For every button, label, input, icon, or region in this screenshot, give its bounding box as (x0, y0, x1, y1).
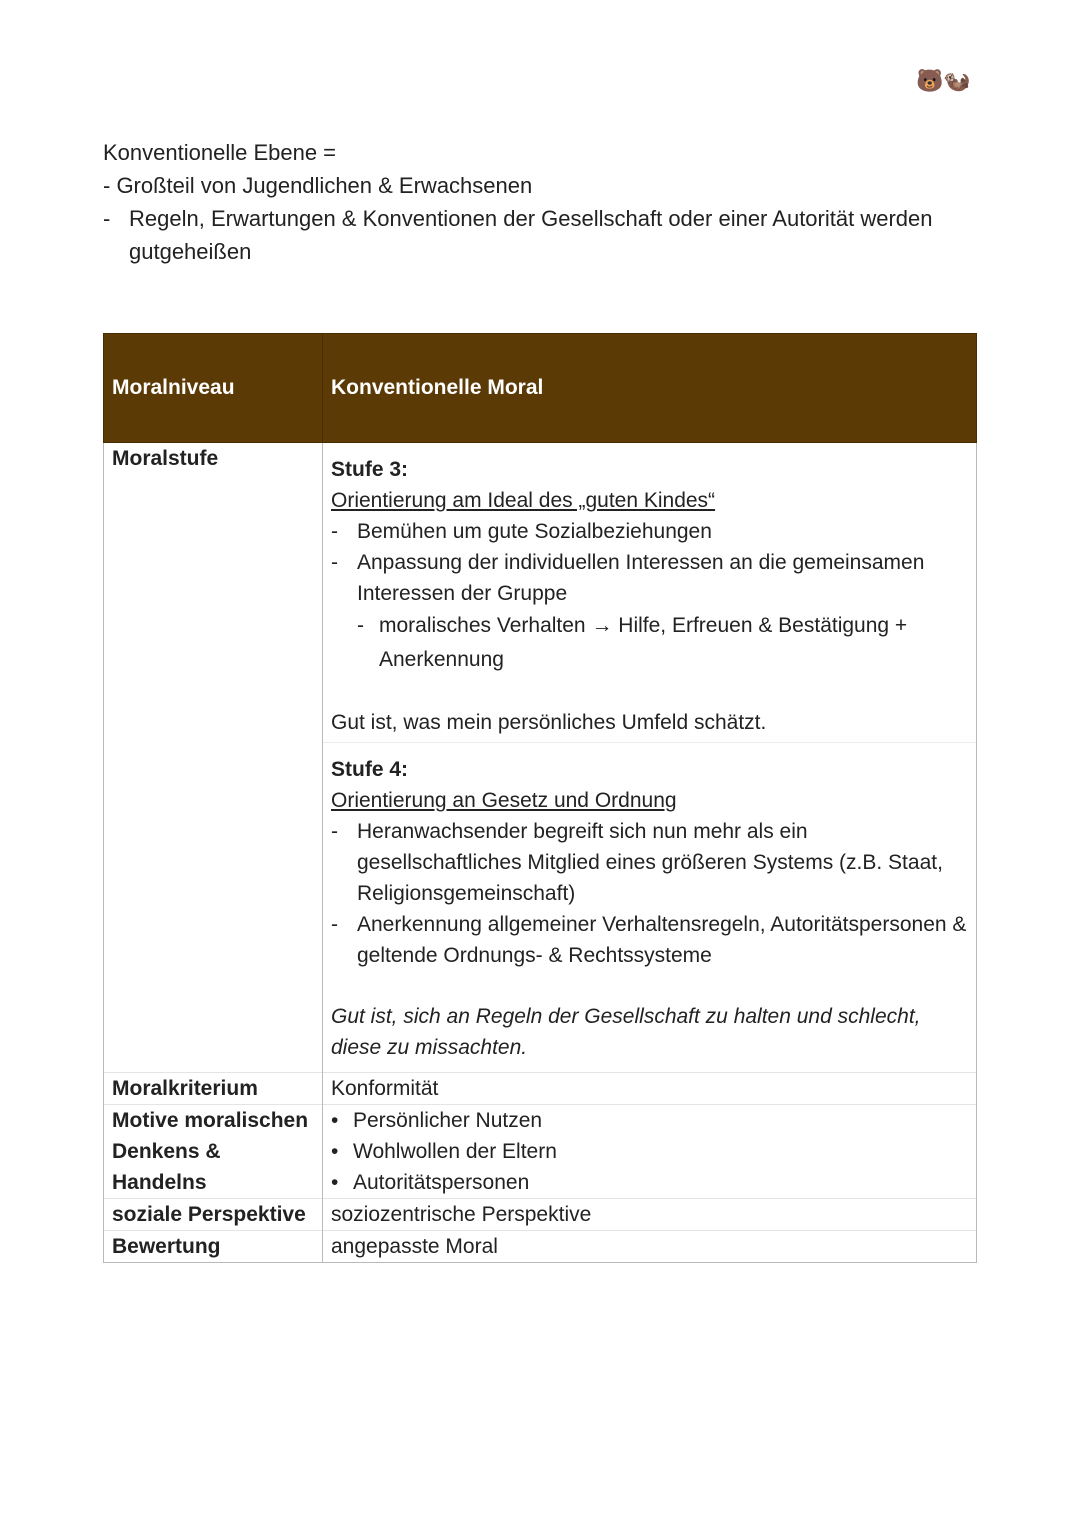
stufe-4-block (323, 742, 976, 1072)
table-row-moralkriterium (104, 1073, 977, 1105)
table-row-motive (104, 1105, 977, 1199)
table-header-row (104, 334, 977, 443)
stufe-3-title: Stufe 3: (331, 458, 409, 481)
list-item: • Wohlwollen der Eltern (331, 1140, 557, 1163)
intro-item (103, 202, 963, 268)
otter-icon: 🦦 (943, 68, 971, 93)
list-item: - Heranwachsender begreift sich nun mehr als ein gesellschaftliches Mitglied eines größeren Systems (z.B. Staat, Religionsgemeinschaft) (331, 820, 943, 905)
intro-title: Konventionelle Ebene = (103, 140, 337, 165)
stufe-4-title: Stufe 4: (331, 758, 409, 781)
row-label: Motive moralischen Denkens & Handelns (104, 1105, 323, 1199)
table-row-perspektive (104, 1199, 977, 1231)
intro-section (103, 136, 963, 268)
row-label: Moralstufe (104, 443, 323, 1073)
row-value: Konformität (323, 1073, 977, 1105)
emoji-decoration (916, 68, 971, 94)
list-item: - moralisches Verhalten → Hilfe, Erfreuen & Bestätigung + Anerkennung (357, 614, 908, 671)
row-label: Moralkriterium (104, 1073, 323, 1105)
header-cell-konventionelle-moral: Konventionelle Moral (323, 334, 977, 443)
row-label: soziale Perspektive (104, 1199, 323, 1231)
list-item: - Bemühen um gute Sozialbeziehungen (331, 520, 712, 543)
list-item: - Anpassung der individuellen Interessen an die gemeinsamen Interessen der Gruppe (331, 551, 925, 605)
row-label: Bewertung (104, 1231, 323, 1263)
table-row-moralstufe (104, 443, 977, 1073)
stufe-4-summary: Gut ist, sich an Regeln der Gesellschaft zu halten und schlecht, diese zu missachten. (331, 1005, 921, 1059)
list-item: - Anerkennung allgemeiner Verhaltensregeln, Autoritätspersonen & geltende Ordnungs- & Rechtssysteme (331, 913, 967, 967)
list-item: • Persönlicher Nutzen (331, 1109, 543, 1132)
intro-item: - Großteil von Jugendlichen & Erwachsenen (103, 173, 533, 198)
table-row-bewertung (104, 1231, 977, 1263)
row-value: soziozentrische Perspektive (323, 1199, 977, 1231)
list-item: • Autoritätspersonen (331, 1171, 530, 1194)
header-cell-moralniveau: Moralniveau (104, 334, 323, 443)
intro-item-text: Regeln, Erwartungen & Konventionen der Gesellschaft oder einer Autorität werden gutgeheißen (129, 206, 933, 264)
moral-table (103, 333, 977, 1263)
stufe-4-subtitle: Orientierung an Gesetz und Ordnung (331, 789, 677, 812)
stufe-3-block (323, 443, 976, 742)
stufe-3-summary: Gut ist, was mein persönliches Umfeld schätzt. (331, 711, 767, 734)
row-value: angepasste Moral (323, 1231, 977, 1263)
row-value (323, 1105, 977, 1199)
stufe-3-subtitle: Orientierung am Ideal des „guten Kindes“ (331, 489, 716, 512)
dash-marker: - (103, 206, 111, 231)
bear-icon: 🐻 (916, 68, 944, 93)
